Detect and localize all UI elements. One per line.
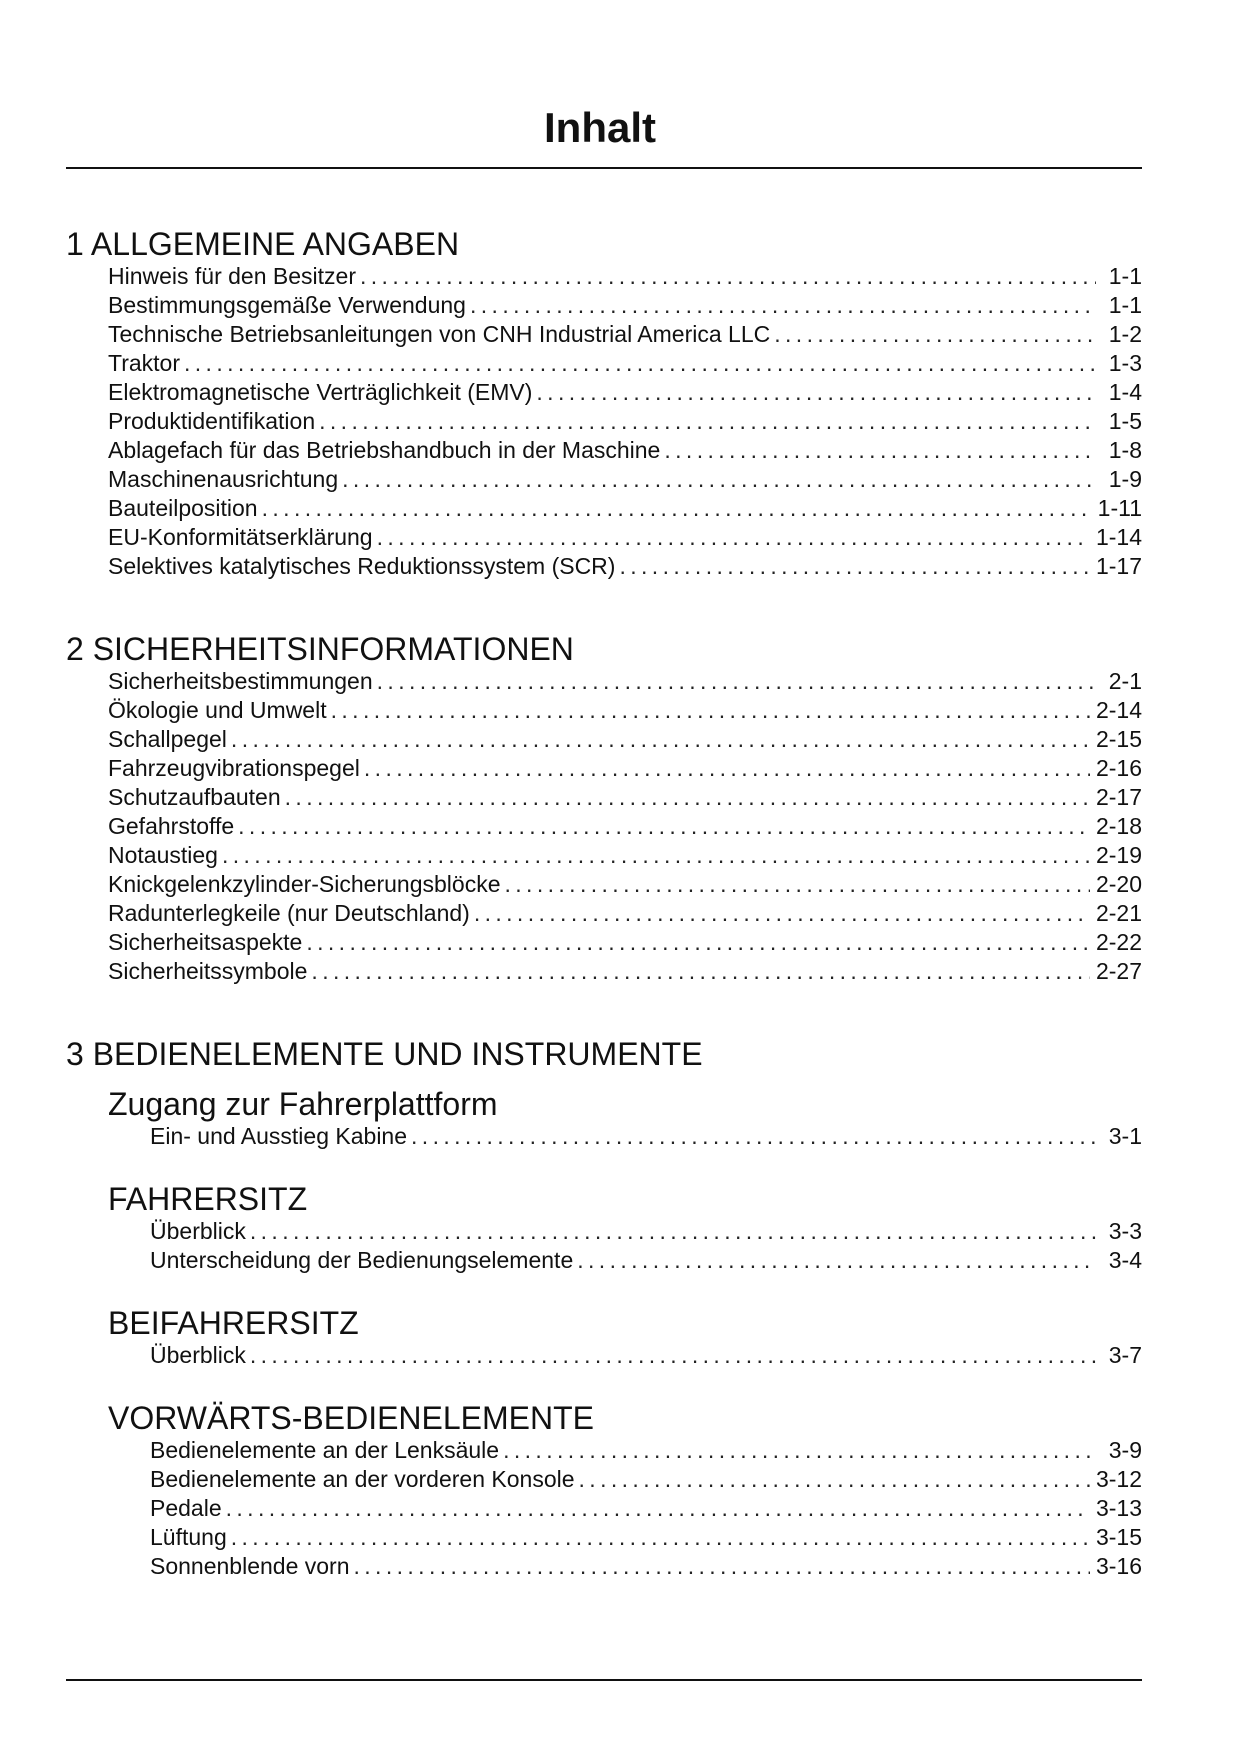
toc-entry[interactable] [108,320,1142,349]
toc-entry-label: Notaustieg [108,842,218,868]
toc-entry[interactable] [108,783,1142,812]
toc-entry-label: Bedienelemente an der Lenksäule [150,1437,500,1463]
toc-entry[interactable] [108,754,1142,783]
toc-entry-label: Fahrzeugvibrationspegel [108,755,360,781]
dot-leader [342,465,1096,494]
toc-entry-label: Gefahrstoffe [108,813,235,839]
toc-entry-page: 1-1 [1108,292,1142,318]
footer-rule [66,1679,1142,1681]
toc-entry-page: 3-7 [1108,1342,1142,1368]
toc-entry-page: 2-18 [1095,813,1142,839]
toc-entry-page: 2-16 [1095,755,1142,781]
section-title[interactable]: VORWÄRTS-BEDIENELEMENTE [108,1400,595,1436]
toc-entry[interactable] [150,1341,1142,1370]
dot-leader [226,1494,1090,1523]
toc-entry-page: 3-4 [1108,1247,1142,1273]
toc-entry[interactable] [108,465,1142,494]
toc-entry-label: Bauteilposition [108,495,258,521]
dot-leader [577,1246,1096,1275]
toc-entry-page: 2-21 [1095,900,1142,926]
toc-entry[interactable] [108,494,1142,523]
dot-leader [579,1465,1090,1494]
toc-entry-page: 2-1 [1108,668,1142,694]
toc-entry-label: Sicherheitsaspekte [108,929,303,955]
toc-entry[interactable] [150,1217,1142,1246]
dot-leader [536,378,1096,407]
toc-entry-label: Bestimmungsgemäße Verwendung [108,292,466,318]
toc-entry-page: 2-14 [1095,697,1142,723]
toc-entry-list [150,1122,1142,1151]
toc-entry-page: 3-3 [1108,1218,1142,1244]
dot-leader [377,523,1090,552]
toc-entry-label: Schutzaufbauten [108,784,281,810]
dot-leader [262,494,1092,523]
toc-entry-page: 1-11 [1097,495,1142,521]
toc-entry-page: 2-15 [1095,726,1142,752]
toc-entry[interactable] [150,1465,1142,1494]
toc-entry[interactable] [150,1552,1142,1581]
toc-entry-page: 1-1 [1108,263,1142,289]
toc-entry-label: Selektives katalytisches Reduktionssystem (SCR) [108,553,616,579]
dot-leader [504,870,1089,899]
toc-entry-list [108,667,1142,986]
dot-leader [619,552,1090,581]
dot-leader [250,1217,1096,1246]
toc-entry[interactable] [150,1523,1142,1552]
toc-section [66,1305,1142,1370]
toc-entry-label: Knickgelenkzylinder-Sicherungsblöcke [108,871,501,897]
toc-entry-page: 1-17 [1095,553,1142,579]
toc-chapter [66,1036,1142,1581]
dot-leader [664,436,1096,465]
toc-entry[interactable] [108,378,1142,407]
toc-entry-page: 2-20 [1095,871,1142,897]
dot-leader [474,899,1090,928]
toc-entry-page: 3-12 [1095,1466,1142,1492]
table-of-contents [66,226,1142,1631]
toc-entry-label: Ablagefach für das Betriebshandbuch in der Maschine [108,437,661,463]
toc-entry-page: 2-22 [1095,929,1142,955]
dot-leader [411,1122,1096,1151]
dot-leader [250,1341,1096,1370]
dot-leader [503,1436,1096,1465]
toc-entry-label: Hinweis für den Besitzer [108,263,356,289]
toc-entry[interactable] [150,1494,1142,1523]
toc-entry[interactable] [108,725,1142,754]
toc-entry[interactable] [108,696,1142,725]
header-rule [66,167,1142,169]
dot-leader [306,928,1090,957]
toc-entry-label: Sonnenblende vorn [150,1553,350,1579]
toc-entry-label: Unterscheidung der Bedienungselemente [150,1247,574,1273]
toc-entry-page: 2-19 [1095,842,1142,868]
toc-entry-page: 3-9 [1108,1437,1142,1463]
dot-leader [331,696,1090,725]
toc-entry-page: 3-1 [1108,1123,1142,1149]
toc-entry[interactable] [108,262,1142,291]
toc-entry-label: Überblick [150,1342,246,1368]
toc-entry[interactable] [108,291,1142,320]
toc-entry[interactable] [108,523,1142,552]
toc-entry-list [150,1436,1142,1581]
toc-entry-label: Lüftung [150,1524,227,1550]
toc-entry-list [150,1341,1142,1370]
chapter-title[interactable]: 2 SICHERHEITSINFORMATIONEN [66,631,574,667]
dot-leader [360,262,1096,291]
toc-entry-page: 1-8 [1108,437,1142,463]
toc-entry-page: 2-17 [1095,784,1142,810]
dot-leader [319,407,1096,436]
toc-chapter [66,631,1142,986]
toc-entry[interactable] [150,1246,1142,1275]
dot-leader [377,667,1096,696]
toc-entry[interactable] [108,841,1142,870]
toc-entry-page: 1-3 [1108,350,1142,376]
toc-entry-list [108,262,1142,581]
toc-entry-label: Bedienelemente an der vorderen Konsole [150,1466,575,1492]
toc-section [66,1400,1142,1581]
dot-leader [285,783,1090,812]
toc-entry-page: 3-13 [1095,1495,1142,1521]
dot-leader [184,349,1096,378]
toc-entry[interactable] [108,436,1142,465]
toc-entry[interactable] [150,1436,1142,1465]
toc-entry[interactable] [108,928,1142,957]
toc-entry[interactable] [108,552,1142,581]
section-title[interactable]: FAHRERSITZ [108,1181,308,1217]
toc-entry-page: 1-4 [1108,379,1142,405]
dot-leader [311,957,1090,986]
toc-entry-page: 1-9 [1108,466,1142,492]
page-title: Inhalt [544,104,656,151]
toc-entry[interactable] [108,349,1142,378]
toc-entry-label: Traktor [108,350,180,376]
toc-entry-page: 1-2 [1108,321,1142,347]
dot-leader [238,812,1090,841]
toc-entry[interactable] [108,870,1142,899]
chapter-title[interactable]: 1 ALLGEMEINE ANGABEN [66,226,460,262]
toc-entry-label: Sicherheitssymbole [108,958,308,984]
toc-entry-label: Überblick [150,1218,246,1244]
toc-entry-page: 2-27 [1095,958,1142,984]
toc-entry-label: Schallpegel [108,726,227,752]
toc-entry[interactable] [108,407,1142,436]
toc-entry-page: 1-14 [1095,524,1142,550]
dot-leader [231,725,1090,754]
toc-section [66,1181,1142,1275]
section-title[interactable]: BEIFAHRERSITZ [108,1305,359,1341]
toc-entry-label: Elektromagnetische Verträglichkeit (EMV) [108,379,533,405]
dot-leader [774,320,1096,349]
dot-leader [354,1552,1090,1581]
toc-entry-page: 3-16 [1095,1553,1142,1579]
toc-entry-page: 1-5 [1108,408,1142,434]
toc-entry-label: Radunterlegkeile (nur Deutschland) [108,900,470,926]
dot-leader [222,841,1090,870]
toc-entry[interactable] [108,957,1142,986]
toc-entry[interactable] [150,1122,1142,1151]
toc-entry-label: EU-Konformitätserklärung [108,524,373,550]
dot-leader [231,1523,1090,1552]
toc-section [66,1086,1142,1151]
toc-entry-label: Ökologie und Umwelt [108,697,327,723]
chapter-title[interactable]: 3 BEDIENELEMENTE UND INSTRUMENTE [66,1036,703,1072]
toc-chapter [66,226,1142,581]
dot-leader [470,291,1096,320]
toc-entry-label: Produktidentifikation [108,408,316,434]
toc-entry-page: 3-15 [1095,1524,1142,1550]
toc-entry-label: Technische Betriebsanleitungen von CNH Industrial America LLC [108,321,771,347]
toc-entry-label: Sicherheitsbestimmungen [108,668,373,694]
toc-entry-label: Ein- und Ausstieg Kabine [150,1123,408,1149]
dot-leader [364,754,1090,783]
toc-entry-label: Maschinenausrichtung [108,466,339,492]
toc-entry[interactable] [108,899,1142,928]
toc-entry[interactable] [108,667,1142,696]
section-title[interactable]: Zugang zur Fahrerplattform [108,1086,498,1122]
toc-entry[interactable] [108,812,1142,841]
toc-entry-list [150,1217,1142,1275]
toc-entry-label: Pedale [150,1495,222,1521]
